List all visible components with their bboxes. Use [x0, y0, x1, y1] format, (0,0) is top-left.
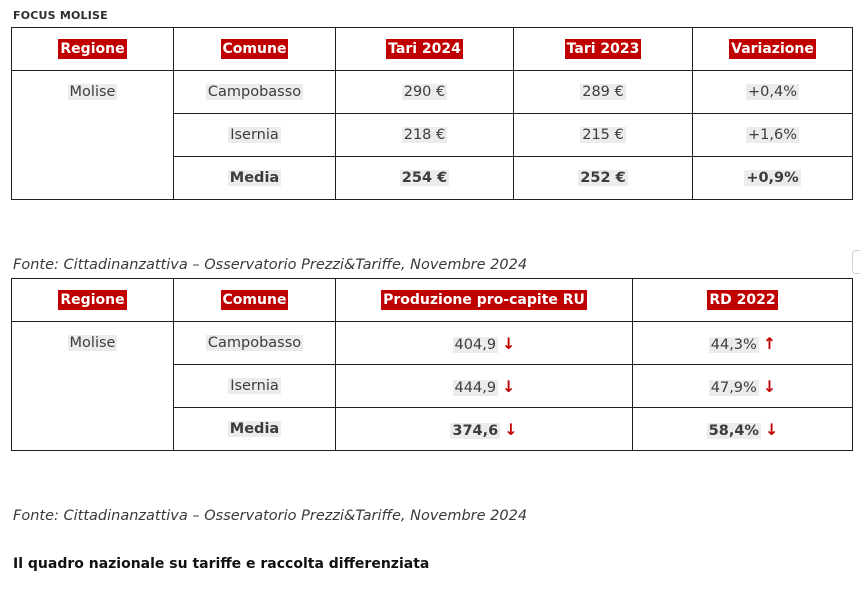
produzione-cell: 404,9 ↓ — [336, 322, 633, 365]
produzione-cell: 444,9 ↓ — [336, 365, 633, 408]
comune-cell: Isernia — [174, 114, 336, 157]
comune-cell: Media — [174, 157, 336, 200]
header-comune: Comune — [174, 28, 336, 71]
section-heading: Il quadro nazionale su tariffe e raccolta differenziata — [13, 556, 430, 572]
tari-2024-cell: 254 € — [336, 157, 514, 200]
tari-2023-cell: 215 € — [514, 114, 693, 157]
table-row — [12, 322, 853, 365]
arrow-down-icon: ↓ — [764, 419, 779, 439]
header-regione: Regione — [12, 279, 174, 322]
comune-cell: Media — [174, 408, 336, 451]
tari-table — [11, 27, 853, 200]
header-comune: Comune — [174, 279, 336, 322]
table-header-row — [12, 28, 853, 71]
rifiuti-table — [11, 278, 853, 451]
arrow-down-icon: ↓ — [762, 376, 777, 396]
scroll-handle[interactable] — [852, 250, 860, 274]
produzione-cell: 374,6 ↓ — [336, 408, 633, 451]
comune-cell: Campobasso — [174, 71, 336, 114]
arrow-down-icon: ↓ — [504, 419, 518, 439]
source-note: Fonte: Cittadinanzattiva – Osservatorio Prezzi&Tariffe, Novembre 2024 — [13, 508, 528, 524]
variazione-cell: +0,9% — [693, 157, 853, 200]
source-note: Fonte: Cittadinanzattiva – Osservatorio Prezzi&Tariffe, Novembre 2024 — [13, 257, 528, 273]
header-tari-2024: Tari 2024 — [336, 28, 514, 71]
arrow-up-icon: ↑ — [762, 333, 777, 353]
region-cell: Molise — [12, 71, 174, 200]
comune-cell: Isernia — [174, 365, 336, 408]
variazione-cell: +1,6% — [693, 114, 853, 157]
arrow-down-icon: ↓ — [502, 376, 516, 396]
comune-cell: Campobasso — [174, 322, 336, 365]
region-cell: Molise — [12, 322, 174, 451]
rd-cell: 47,9% ↓ — [633, 365, 853, 408]
tari-2024-cell: 218 € — [336, 114, 514, 157]
header-tari-2023: Tari 2023 — [514, 28, 693, 71]
header-rd-2022: RD 2022 — [633, 279, 853, 322]
tari-2023-cell: 289 € — [514, 71, 693, 114]
table-header-row — [12, 279, 853, 322]
header-regione: Regione — [12, 28, 174, 71]
tari-2023-cell: 252 € — [514, 157, 693, 200]
tari-2024-cell: 290 € — [336, 71, 514, 114]
rd-cell: 58,4% ↓ — [633, 408, 853, 451]
header-variazione: Variazione — [693, 28, 853, 71]
focus-title: FOCUS MOLISE — [13, 9, 108, 22]
variazione-cell: +0,4% — [693, 71, 853, 114]
header-produzione: Produzione pro-capite RU — [336, 279, 633, 322]
table-row — [12, 71, 853, 114]
arrow-down-icon: ↓ — [502, 333, 516, 353]
rd-cell: 44,3% ↑ — [633, 322, 853, 365]
